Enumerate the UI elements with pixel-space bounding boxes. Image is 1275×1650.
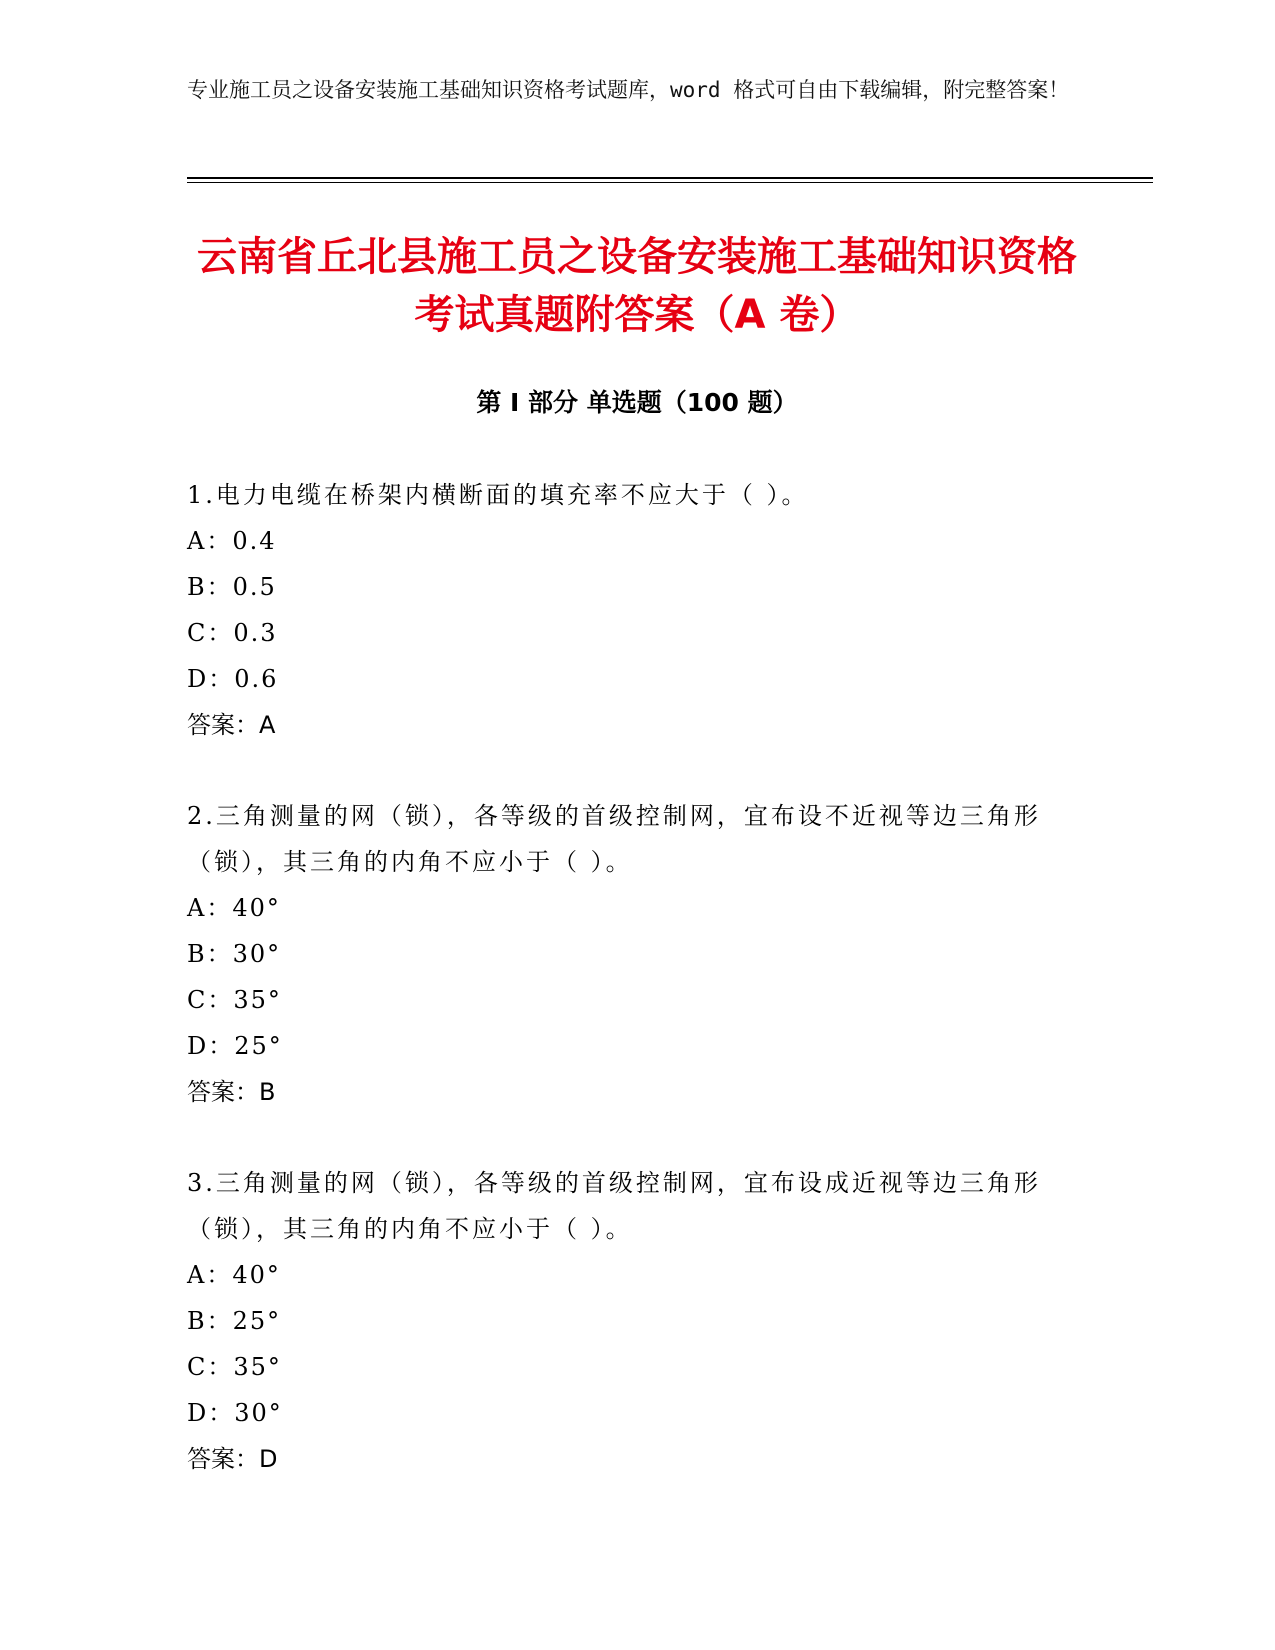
option-a: A：40° xyxy=(187,894,281,922)
section-heading: 第 I 部分 单选题（100 题） xyxy=(476,388,798,417)
option-d: D：30° xyxy=(187,1399,283,1427)
option-d: D：25° xyxy=(187,1032,283,1060)
question-1 xyxy=(187,472,1067,748)
document-title: 云南省丘北县施工员之设备安装施工基础知识资格考试真题附答案（A 卷） xyxy=(197,234,1077,338)
option-a: A：0.4 xyxy=(187,527,277,555)
option-c: C：35° xyxy=(187,986,282,1014)
option-b: B：30° xyxy=(187,940,282,968)
option-d: D：0.6 xyxy=(187,665,279,693)
option-c: C：0.3 xyxy=(187,619,278,647)
answer-line: 答案：D xyxy=(187,1445,278,1473)
option-c: C：35° xyxy=(187,1353,282,1381)
question-stem: 3.三角测量的网（锁），各等级的首级控制网，宜布设成近视等边三角形（锁），其三角的内角不应小于（ ）。 xyxy=(187,1169,1041,1243)
header-divider-thin xyxy=(187,182,1153,183)
question-2 xyxy=(187,793,1067,1115)
option-b: B：0.5 xyxy=(187,573,277,601)
question-3 xyxy=(187,1160,1067,1482)
header-divider-thick xyxy=(187,177,1153,179)
answer-line: 答案：A xyxy=(187,711,276,739)
question-list xyxy=(187,472,1067,1527)
question-stem: 1.电力电缆在桥架内横断面的填充率不应大于（ ）。 xyxy=(187,481,809,509)
option-a: A：40° xyxy=(187,1261,281,1289)
question-stem: 2.三角测量的网（锁），各等级的首级控制网，宜布设不近视等边三角形（锁），其三角的内角不应小于（ ）。 xyxy=(187,802,1041,876)
option-b: B：25° xyxy=(187,1307,282,1335)
header-note: 专业施工员之设备安装施工基础知识资格考试题库，word 格式可自由下载编辑，附完整答案！ xyxy=(187,78,1070,102)
answer-line: 答案：B xyxy=(187,1078,276,1106)
